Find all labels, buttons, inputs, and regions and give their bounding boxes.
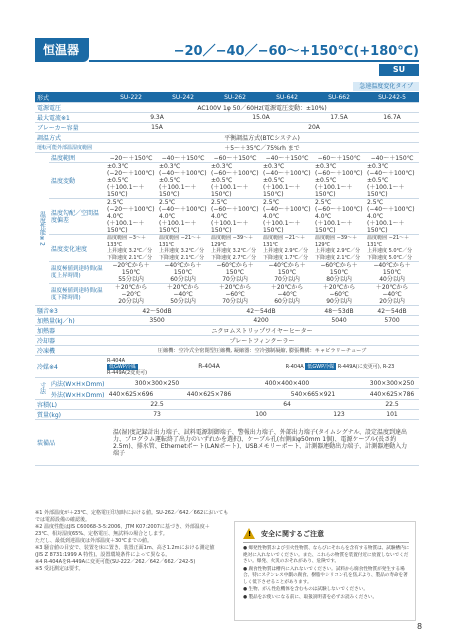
safety-item: ● 製品をお使いになる前に、取扱説明書を必ずお読みください。 xyxy=(243,594,378,600)
size-side-label: 寸法 xyxy=(35,378,49,400)
footnote: 23℃、相対湿度65%、定格電圧、無試料の場合とします。 xyxy=(35,531,168,537)
table-cell: −60～＋150℃ xyxy=(209,153,261,163)
safety-body xyxy=(243,546,411,602)
table-cell: 温度範囲 −21～＋131℃ 上昇速度 3.2℃／分 下降速度 2.1℃／分 xyxy=(157,235,209,262)
row-label: 容積(L) xyxy=(35,400,105,410)
row-label: 温度極値到達時間(温度上昇時間) xyxy=(49,262,105,284)
model-cell: SU-222 xyxy=(105,92,157,103)
table-cell: ＋20℃から−40℃ 60分以内 xyxy=(261,284,313,306)
rapid-change-tag: 急速温度変化タイプ xyxy=(353,82,419,91)
model-cell: SU-642 xyxy=(261,92,313,103)
refrigerant-r404a: R-404A xyxy=(107,357,126,364)
safety-notice-box xyxy=(234,521,416,621)
row-label: 温度変動 xyxy=(49,163,105,199)
low-gwp-badge: 低GWP冷媒 xyxy=(307,364,335,370)
table-cell: −20～＋150℃ xyxy=(105,153,157,163)
table-row xyxy=(35,235,419,262)
table-cell: ±0.3℃ (−40～＋100℃) ±0.5℃ (＋100.1～＋150℃) xyxy=(365,163,419,199)
footnote: ただし、最低到達温度は外部温度＋30℃までの値。 xyxy=(35,538,152,544)
table-cell: 5040 xyxy=(313,316,365,326)
table-row xyxy=(35,163,419,199)
table-row xyxy=(35,153,419,163)
table-cell: 圧縮機：空冷式全密閉型圧縮機, 凝縮器：空冷強制凝縮, 膨張機構：キャピラリーチューブ xyxy=(105,346,419,356)
table-row xyxy=(35,113,419,123)
refrigerant-cell xyxy=(105,356,157,378)
table-cell: 300×300×250 xyxy=(365,378,419,389)
table-row xyxy=(35,378,419,389)
table-cell: 300×300×250 xyxy=(105,378,209,389)
model-header-row xyxy=(35,92,419,103)
row-label: 調温方式 xyxy=(35,133,105,143)
temperature-performance-side-label: 温度性能※2 xyxy=(35,153,49,306)
table-cell: ＋20℃から−20℃ 20分以内 xyxy=(105,284,157,306)
table-cell: −40℃から＋150℃ 60分以内 xyxy=(157,262,209,284)
table-cell: ＋20℃から−60℃ 90分以内 xyxy=(313,284,365,306)
table-row xyxy=(35,420,419,466)
table-cell: 73 xyxy=(105,410,209,420)
table-cell: 2.5℃ (−40～＋100℃) 4.0℃ (＋100.1～＋150℃) xyxy=(365,199,419,235)
model-cell: SU-242 xyxy=(157,92,209,103)
page-number: 8 xyxy=(417,622,423,631)
table-cell: 16.7A xyxy=(365,113,419,123)
table-cell: 440×625×786 xyxy=(365,389,419,400)
row-label: 騒音※3 xyxy=(35,306,105,316)
table-cell: −60～＋150℃ xyxy=(313,153,365,163)
table-cell: 400×400×400 xyxy=(209,378,365,389)
footnote: (JIS Z 8731:1999 A 特性)。設置環境条件によって異なる。 xyxy=(35,552,171,558)
row-label: 加熱量(kJ／h) xyxy=(35,316,105,326)
table-cell: ＋5～＋35℃／75%rh まで xyxy=(105,143,419,153)
table-row xyxy=(35,336,419,346)
row-label: 電源電圧 xyxy=(35,103,105,113)
table-row xyxy=(35,284,419,306)
footnote: ※5 受託測定は要す。 xyxy=(35,566,84,572)
refrigerant-text: R-449A(に変更可) xyxy=(337,364,380,370)
table-cell: 101 xyxy=(365,410,419,420)
table-row xyxy=(35,326,419,336)
table-cell: 4200 xyxy=(209,316,313,326)
table-cell: 15.0A xyxy=(209,113,313,123)
table-cell: 15A xyxy=(105,123,209,133)
table-row xyxy=(35,356,419,378)
table-cell: ±0.3℃ (−60～＋100℃) ±0.5℃ (＋100.1～＋150℃) xyxy=(209,163,261,199)
table-row xyxy=(35,389,419,400)
low-gwp-badge: 低GWP冷媒 xyxy=(109,363,136,370)
table-cell: プレートフィンクーラー xyxy=(105,336,419,346)
table-cell: ＋20℃から−40℃ 50分以内 xyxy=(157,284,209,306)
footnotes xyxy=(35,510,230,573)
model-cell: SU-262 xyxy=(209,92,261,103)
safety-header xyxy=(243,528,409,543)
table-cell: 温度範囲 −21～＋131℃ 上昇速度 2.9℃／分 下降速度 1.7℃／分 xyxy=(261,235,313,262)
table-cell: 5700 xyxy=(365,316,419,326)
table-cell: 17.5A xyxy=(313,113,365,123)
table-cell: −40～＋150℃ xyxy=(261,153,313,163)
table-cell: 9.3A xyxy=(105,113,209,123)
table-cell: ±0.3℃ (−20～＋100℃) ±0.5℃ (＋100.1～＋150℃) xyxy=(105,163,157,199)
table-cell: −60℃から＋150℃ 70分以内 xyxy=(209,262,261,284)
row-label: 質量(kg) xyxy=(35,410,105,420)
table-cell: 平衡調温方式(BTCシステム) xyxy=(105,133,419,143)
table-cell: ニクロムストリップワイヤーヒーター xyxy=(105,326,419,336)
table-cell: ＋20℃から−40℃ 20分以内 xyxy=(365,284,419,306)
row-label: 装備品 xyxy=(35,420,105,466)
equipment-text: 温(湿)度記録計出力端子、試料電源制御端子、警報出力端子、外部出力端子(タイムシグナル、設定温度到達出力、プログラム運転終了出力のいずれかを選択)、ケーブル孔(右側面φ50mm 1個)、電源ケーブル(長さ約2.5m)、排水管、Ethernetポート(LANポート)、USBメモリーポート、計測器連動出力端子、計測器連動入力端子 xyxy=(105,420,419,466)
table-cell: 42～54dB xyxy=(365,306,419,316)
page-header xyxy=(35,38,419,74)
table-row xyxy=(35,262,419,284)
table-cell: 22.5 xyxy=(365,400,419,410)
refrigerant-text: R-23 xyxy=(382,364,395,370)
table-row xyxy=(35,103,419,113)
table-row xyxy=(35,316,419,326)
table-row xyxy=(35,143,419,153)
table-cell: 42～50dB xyxy=(105,306,209,316)
table-cell: −60℃から＋150℃ 80分以内 xyxy=(313,262,365,284)
warning-mark: ! xyxy=(248,530,252,538)
table-cell: 123 xyxy=(313,410,365,420)
table-cell: −40℃から＋150℃ 40分以内 xyxy=(365,262,419,284)
table-cell: 2.5℃ (−40～＋100℃) 4.0℃ (＋100.1～＋150℃) xyxy=(261,199,313,235)
table-cell: R-404A xyxy=(157,356,261,378)
row-label: 冷却器 xyxy=(35,336,105,346)
type-tag-row xyxy=(35,82,419,91)
footnote: ※2 温度性能はJIS C60068-3-5:2006、JTM K07:2007に基づき、外部温度＋ xyxy=(35,524,210,530)
header-rule xyxy=(89,60,419,62)
row-label: 温度範囲 xyxy=(49,153,105,163)
table-cell: ＋20℃から−60℃ 70分以内 xyxy=(209,284,261,306)
table-row xyxy=(35,123,419,133)
table-cell: 2.5℃ (−40～＋100℃) 4.0℃ (＋100.1～＋150℃) xyxy=(157,199,209,235)
row-label: 外法(W×H×Dmm) xyxy=(49,389,105,400)
table-cell: 42～54dB xyxy=(209,306,313,316)
model-label: 形式 xyxy=(35,92,105,103)
row-label: 冷媒※4 xyxy=(35,356,105,378)
row-label: 内法(W×H×Dmm) xyxy=(49,378,105,389)
row-label: 温度変化速度 xyxy=(49,235,105,262)
table-cell: ±0.3℃ (−40～＋100℃) ±0.5℃ (＋100.1～＋150℃) xyxy=(157,163,209,199)
table-cell: 20A xyxy=(209,123,419,133)
table-cell: 100 xyxy=(209,410,313,420)
table-cell: −40℃から＋150℃ 70分以内 xyxy=(261,262,313,284)
temperature-range-heading: −20／−40／−60～+150℃(+180℃) xyxy=(173,44,419,59)
safety-title: 安全に関するご注意 xyxy=(261,530,324,538)
table-cell: −40～＋150℃ xyxy=(365,153,419,163)
table-cell: 2.5℃ (−60～＋100℃) 4.0℃ (＋100.1～＋150℃) xyxy=(209,199,261,235)
row-label: 温度極値到達時間(温度下降時間) xyxy=(49,284,105,306)
table-cell: −20℃から＋150℃ 55分以内 xyxy=(105,262,157,284)
category-title: 恒温器 xyxy=(35,38,89,62)
table-row xyxy=(35,410,419,420)
footnote: ※3 騒音値の目安で、装置を床に置き、装置正面1m、高さ1.2mにおける測定値 xyxy=(35,545,215,551)
table-cell: 温度範囲 −39～＋129℃ 上昇速度 3.2℃／分 下降速度 2.7℃／分 xyxy=(209,235,261,262)
footnote: では電源設備の確認後。 xyxy=(35,517,91,523)
row-label: ブレーカー容量 xyxy=(35,123,105,133)
table-cell: 440×625×786 xyxy=(157,389,261,400)
model-cell: SU-242-5 xyxy=(365,92,419,103)
table-row xyxy=(35,306,419,316)
refrigerant-text: R-404A xyxy=(285,364,304,370)
row-label: 最大電流※1 xyxy=(35,113,105,123)
row-label: 温度勾配／空間温度偏差 xyxy=(49,199,105,235)
table-cell: 温度範囲 −3～＋133℃ 上昇速度 3.2℃／分 下降速度 2.1℃／分 xyxy=(105,235,157,262)
table-row xyxy=(35,199,419,235)
table-cell: 2.5℃ (−20～＋100℃) 4.0℃ (＋100.1～＋150℃) xyxy=(105,199,157,235)
table-cell: ±0.3℃ (−40～＋100℃) ±0.5℃ (＋100.1～＋150℃) xyxy=(261,163,313,199)
table-cell: 22.5 xyxy=(105,400,209,410)
table-cell: ±0.3℃ (−60～＋100℃) ±0.5℃ (＋100.1～＋150℃) xyxy=(313,163,365,199)
table-row xyxy=(35,133,419,143)
refrigerant-cell: R-404A 低GWP冷媒 R-449A(に変更可), R-23 xyxy=(261,356,419,378)
row-label: 運転可能外部温湿度範囲 xyxy=(35,143,105,153)
table-cell: 3500 xyxy=(105,316,209,326)
table-cell: 64 xyxy=(209,400,365,410)
row-label: 冷凍機 xyxy=(35,346,105,356)
table-row xyxy=(35,346,419,356)
table-cell: 温度範囲 −21～＋131℃ 上昇速度 5.0℃／分 下降速度 5.0℃／分 xyxy=(365,235,419,262)
table-cell: 540×665×921 xyxy=(261,389,365,400)
spec-table xyxy=(35,92,419,466)
footnote: ※4 R-404AをR-449Aに変更可能(SU-222／262／642／662／242-5) xyxy=(35,559,196,565)
table-cell: 2.5℃ (−60～＋100℃) 4.0℃ (＋100.1～＋150℃) xyxy=(313,199,365,235)
table-cell: 温度範囲 −39～＋129℃ 上昇速度 2.9℃／分 下降速度 2.1℃／分 xyxy=(313,235,365,262)
safety-item: ● 生物、がん性危機体を含むものは試験しないでください。 xyxy=(243,587,368,592)
row-label: 加熱器 xyxy=(35,326,105,336)
model-cell: SU-662 xyxy=(313,92,365,103)
safety-item: ● 爆発性物質および引火性物質、ならびにそれらを含有する物質は、試験槽内に絶対に入れないでください。また、これらの物質を装置付近に放置しないでください。爆発、火災のおそれがあり、危険です。 xyxy=(243,546,410,564)
table-row xyxy=(35,400,419,410)
table-cell: −40～＋150℃ xyxy=(157,153,209,163)
footnote: ※1 外部温度が＋23℃、定格電圧印加時における値。SU-262／642／662においても xyxy=(35,510,229,516)
table-cell: 48～53dB xyxy=(313,306,365,316)
refrigerant-r449a: R-449A(2変更可) xyxy=(107,369,148,376)
voltage-value: AC100V 1φ 50／60Hz(電源電圧変動：±10%) xyxy=(105,103,419,113)
table-cell: 440×625×696 xyxy=(105,389,157,400)
series-badge: SU xyxy=(379,64,419,76)
safety-item: ● 腐食性物質は槽内に入れないでください。試料から腐食性物質が発生する場合、特にステンレス中劇の腐食、樹脂やシリコン孔を焦ぶより、製品の寿命を著しく低下させることがあります。 xyxy=(243,566,408,585)
